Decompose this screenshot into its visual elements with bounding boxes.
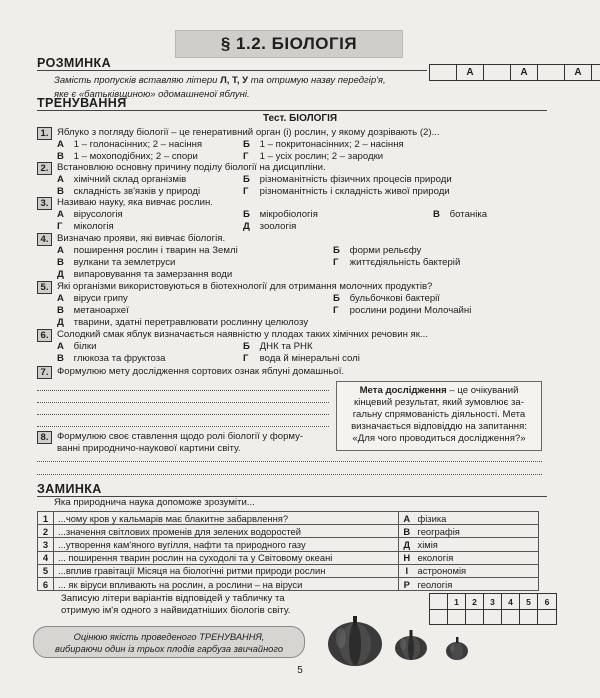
row-question: ...чому кров у кальмарів має блакитне забарвлення? <box>54 512 399 525</box>
option-text: мікробіологія <box>259 209 318 220</box>
option-letter: Г <box>243 151 249 162</box>
answer-box[interactable] <box>538 65 565 80</box>
option-text: ДНК та РНК <box>259 341 313 352</box>
grid-input-cell[interactable] <box>466 609 484 624</box>
grid-number: 3 <box>484 594 502 609</box>
option-letter: А <box>57 293 64 304</box>
small-pumpkin-icon[interactable] <box>444 635 470 661</box>
option[interactable] <box>57 317 308 329</box>
answer-box[interactable] <box>592 65 600 80</box>
answer-line[interactable] <box>37 461 542 462</box>
option-letter: Б <box>333 245 340 256</box>
definition-text: кінцевий результат, який зумовлює за- <box>354 397 524 408</box>
option-letter: В <box>57 257 64 268</box>
option-letter: Б <box>243 341 250 352</box>
warmup-text-c: та отримую назву передгір'я, <box>248 75 386 86</box>
answer-box[interactable]: А <box>457 65 484 80</box>
answer-line[interactable] <box>37 402 329 403</box>
option-letter: Б <box>243 209 250 220</box>
option-text: різноманітність і складність живої природи <box>259 186 450 197</box>
question-number: 1. <box>37 127 52 140</box>
answer-line[interactable] <box>37 414 329 415</box>
answer-grid-inputs[interactable] <box>429 609 557 625</box>
answer-line[interactable] <box>37 474 542 475</box>
option[interactable] <box>243 341 313 353</box>
question-number: 5. <box>37 281 52 294</box>
option-letter: Д <box>243 221 250 232</box>
option-text: ботаніка <box>449 209 488 220</box>
definition-box <box>336 381 542 451</box>
row-number: 5 <box>38 564 54 577</box>
answer-box[interactable]: А <box>511 65 538 80</box>
evaluation-text: Оцінюю якість проведеного ТРЕНУВАННЯ, <box>73 632 265 642</box>
option[interactable] <box>57 341 96 353</box>
question-text: Встановлюю основну причину поділу біології на дисципліни. <box>57 162 326 173</box>
test-title: Тест. БІОЛОГІЯ <box>262 113 338 124</box>
warmup-text-a: Замість пропусків вставляю літери <box>54 75 221 86</box>
option-text: 1 – усіх рослин; 2 – зародки <box>259 151 384 162</box>
option-letter: Г <box>333 305 339 316</box>
option-letter: Г <box>333 257 339 268</box>
grid-input-cell[interactable] <box>538 609 556 624</box>
definition-text: – це очікуваний <box>446 385 519 396</box>
cooldown-note: отримую ім'я одного з найвидатніших біологів світу. <box>61 605 291 616</box>
table-row <box>38 512 539 525</box>
definition-text: визначається відповіддю на запитання: <box>351 421 527 432</box>
option[interactable] <box>57 257 175 269</box>
option-letter: А <box>57 245 64 256</box>
option-text: зоологія <box>259 221 297 232</box>
row-question: ...вплив гравітації Місяця на біологічні ритми природи рослин <box>54 564 399 577</box>
row-question: ... поширення тварин рослин на суходолі та у Світовому океані <box>54 551 399 564</box>
grid-number: 5 <box>520 594 538 609</box>
warmup-heading: РОЗМИНКА <box>37 56 112 70</box>
definition-text: «Для чого проводиться дослідження?» <box>352 433 526 444</box>
option-letter: В <box>57 186 64 197</box>
question-text: Які організми використовуються в біотехнології для отримання молочних продуктів? <box>57 281 433 292</box>
option[interactable] <box>57 305 129 317</box>
row-number: 1 <box>38 512 54 525</box>
option-text: життєдіяльність бактерій <box>349 257 461 268</box>
option-text: поширення рослин і тварин на Землі <box>73 245 238 256</box>
warmup-answer-boxes[interactable] <box>429 64 600 81</box>
table-row <box>38 551 539 564</box>
option-letter: В <box>57 151 64 162</box>
answer-line[interactable] <box>37 426 329 427</box>
option[interactable] <box>57 139 202 151</box>
option-text: рослини родини Молочайні <box>349 305 472 316</box>
row-question: ...утворення кам'яного вугілля, нафти та природного газу <box>54 538 399 551</box>
option-letter: Б <box>243 139 250 150</box>
grid-input-cell[interactable] <box>484 609 502 624</box>
question-text: Визначаю прояви, які вивчає біологія. <box>57 233 226 244</box>
option-letter: Б <box>243 174 250 185</box>
option[interactable] <box>243 209 318 221</box>
question-text: Формулюю мету дослідження сортових ознак яблуні домашньої. <box>57 366 345 377</box>
option-text: різноманітність фізичних процесів природи <box>259 174 452 185</box>
table-row <box>38 525 539 538</box>
option-letter: В <box>433 209 440 220</box>
option[interactable] <box>243 174 452 186</box>
row-letter: Р <box>399 577 415 590</box>
option-text: віруси грипу <box>73 293 128 304</box>
page-number: 5 <box>297 665 303 676</box>
option[interactable] <box>57 209 123 221</box>
row-number: 6 <box>38 577 54 590</box>
row-science: хімія <box>415 538 539 551</box>
option-letter: Д <box>57 317 64 328</box>
option-letter: А <box>57 139 64 150</box>
medium-pumpkin-icon[interactable] <box>393 627 429 661</box>
option-letter: Б <box>333 293 340 304</box>
row-letter: І <box>399 564 415 577</box>
option-letter: А <box>57 209 64 220</box>
divider <box>37 70 427 71</box>
row-number: 2 <box>38 525 54 538</box>
large-pumpkin-icon[interactable] <box>325 610 385 668</box>
option-text: 1 – голонасінних; 2 – насіння <box>73 139 203 150</box>
grid-input-cell[interactable] <box>448 609 466 624</box>
option[interactable] <box>333 257 460 269</box>
option[interactable] <box>243 139 404 151</box>
question-text: Називаю науку, яка вивчає рослин. <box>57 197 213 208</box>
row-question: ... як віруси впливають на рослин, а рослини – на віруси <box>54 577 399 590</box>
grid-input-cell[interactable] <box>502 609 520 624</box>
row-letter: В <box>399 525 415 538</box>
warmup-text-2: яке є «батьківщиною» одомашненої яблуні. <box>54 89 250 100</box>
warmup-letters: Л, Т, У <box>220 75 249 86</box>
option-text: хімічний склад організмів <box>73 174 187 185</box>
option[interactable] <box>57 174 186 186</box>
option[interactable] <box>57 221 114 233</box>
evaluation-text: вибираючи один із трьох плодів гарбуза звичайного <box>54 644 284 654</box>
option[interactable] <box>333 245 421 257</box>
row-science: геологія <box>415 577 539 590</box>
option-letter: Г <box>57 221 63 232</box>
option-text: складність зв'язків у природі <box>73 186 201 197</box>
answer-box[interactable] <box>430 65 457 80</box>
question-number: 8. <box>37 431 52 444</box>
definition-term: Мета дослідження <box>359 385 447 396</box>
option[interactable] <box>333 293 440 305</box>
question-number: 3. <box>37 197 52 210</box>
divider <box>37 110 547 111</box>
option-letter: А <box>57 174 64 185</box>
option-text: вулкани та землетруси <box>73 257 176 268</box>
question-text: Формулюю своє ставлення щодо ролі біології у форму- <box>57 431 304 442</box>
row-number: 3 <box>38 538 54 551</box>
grid-input-cell[interactable] <box>430 609 448 624</box>
option-letter: Г <box>243 186 249 197</box>
grid-number: 2 <box>466 594 484 609</box>
question-text: Яблуко з погляду біології – це генеративний орган (і) рослин, у якому дозрівають (2)... <box>57 127 440 138</box>
definition-text: гальну спрямованість діяльності. Мета <box>352 409 526 420</box>
answer-grid-header <box>429 593 557 610</box>
option-text: бульбочкові бактерії <box>349 293 440 304</box>
option-text: тварини, здатні перетравлювати рослинну целюлозу <box>73 317 309 328</box>
option-text: 1 – покритонасінних; 2 – насіння <box>259 139 404 150</box>
option-text: глюкоза та фруктоза <box>73 353 166 364</box>
option-letter: В <box>57 353 64 364</box>
row-question: ...значення світлових променів для зелених водоростей <box>54 525 399 538</box>
answer-box[interactable] <box>484 65 511 80</box>
row-science: фізика <box>415 512 539 525</box>
row-letter: А <box>399 512 415 525</box>
option[interactable] <box>243 353 360 365</box>
row-science: географія <box>415 525 539 538</box>
row-science: астрономія <box>415 564 539 577</box>
training-heading: ТРЕНУВАННЯ <box>37 96 127 110</box>
answer-line[interactable] <box>37 390 329 391</box>
option-text: мікологія <box>73 221 114 232</box>
grid-number: 1 <box>448 594 466 609</box>
table-row <box>38 564 539 577</box>
cooldown-note: Записую літери варіантів відповідей у табличку та <box>61 593 285 604</box>
grid-number: 4 <box>502 594 520 609</box>
option[interactable] <box>57 269 232 281</box>
question-text: Солодкий смак яблук визначається наявністю у плодах таких хімічних речовин як... <box>57 329 428 340</box>
option-text: білки <box>73 341 97 352</box>
option-text: метаноархеї <box>73 305 129 316</box>
option-letter: Г <box>243 353 249 364</box>
table-row <box>38 577 539 590</box>
option-text: форми рельєфу <box>349 245 422 256</box>
option-letter: В <box>57 305 64 316</box>
answer-box[interactable]: А <box>565 65 592 80</box>
matching-table <box>37 511 539 591</box>
grid-cell-empty <box>430 594 448 609</box>
grid-number: 6 <box>544 596 550 607</box>
question-number: 4. <box>37 233 52 246</box>
table-row <box>38 538 539 551</box>
option-letter: Д <box>57 269 64 280</box>
row-number: 4 <box>38 551 54 564</box>
cooldown-intro: Яка природнича наука допоможе зрозуміти... <box>54 497 255 508</box>
row-letter: Н <box>399 551 415 564</box>
option[interactable] <box>243 186 450 198</box>
option[interactable] <box>57 245 238 257</box>
option[interactable] <box>433 209 487 221</box>
option-letter: А <box>57 341 64 352</box>
cooldown-heading: ЗАМИНКА <box>37 482 102 496</box>
option-text: 1 – мохоподібних; 2 – спори <box>73 151 198 162</box>
self-evaluation-banner <box>33 626 305 658</box>
question-number: 6. <box>37 329 52 342</box>
question-text: ванні природничо-наукової картини світу. <box>57 443 241 454</box>
option-text: випаровування та замерзання води <box>73 269 233 280</box>
option[interactable] <box>57 353 165 365</box>
option-text: вірусологія <box>73 209 123 220</box>
grid-input-cell[interactable] <box>520 609 538 624</box>
option-text: вода й мінеральні солі <box>259 353 360 364</box>
row-science: екологія <box>415 551 539 564</box>
question-number: 7. <box>37 366 52 379</box>
option[interactable] <box>333 305 471 317</box>
option[interactable] <box>243 221 296 233</box>
page-title: § 1.2. БІОЛОГІЯ <box>175 30 403 58</box>
row-letter: Д <box>399 538 415 551</box>
question-number: 2. <box>37 162 52 175</box>
option[interactable] <box>57 293 128 305</box>
